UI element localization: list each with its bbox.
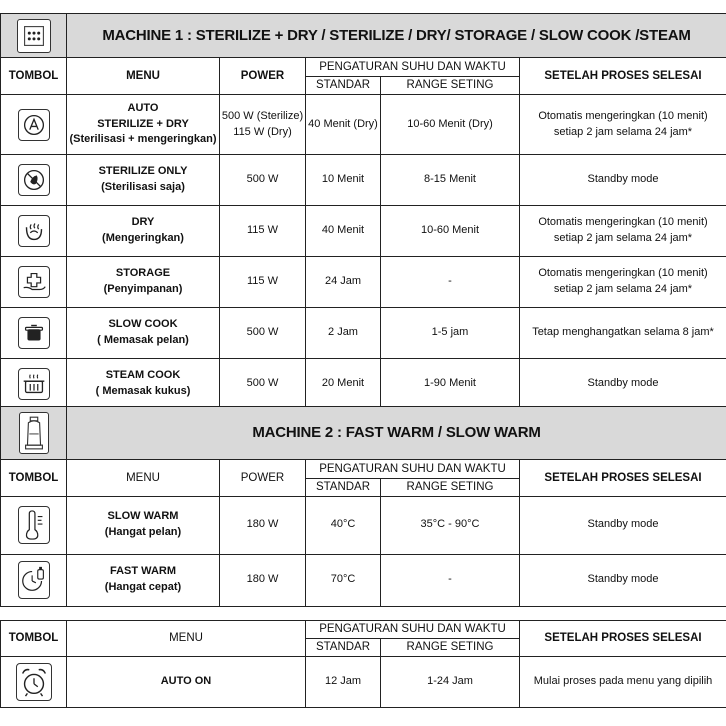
header-menu: MENU xyxy=(67,621,306,657)
machine2-banner xyxy=(1,407,726,460)
header-standar: STANDAR xyxy=(306,639,381,657)
auto-a-icon xyxy=(18,109,50,141)
table-row xyxy=(1,496,726,554)
steam-cook-icon xyxy=(18,368,50,400)
setelah-value: Otomatis mengeringkan (10 menit) xyxy=(538,267,708,280)
dry-icon xyxy=(18,215,50,247)
machine2-icon-cell xyxy=(1,407,67,460)
header-tombol: TOMBOL xyxy=(1,58,67,95)
machine1-banner xyxy=(1,14,726,58)
header-pengaturan: PENGATURAN SUHU DAN WAKTU xyxy=(306,460,520,479)
header-range: RANGE SETING xyxy=(381,77,520,95)
header-standar: STANDAR xyxy=(306,77,381,95)
setelah-value: Standby mode xyxy=(520,155,726,206)
range-value: 1-90 Menit xyxy=(381,359,520,410)
header-standar: STANDAR xyxy=(306,479,381,497)
table-row xyxy=(1,95,726,155)
range-value: 1-24 Jam xyxy=(381,656,520,707)
range-value: 35°C - 90°C xyxy=(381,496,520,554)
menu-sub: (Hangat cepat) xyxy=(104,581,182,594)
header-pengaturan: PENGATURAN SUHU DAN WAKTU xyxy=(306,621,520,639)
header-tombol: TOMBOL xyxy=(1,460,67,497)
menu-line2: STERILIZE + DRY xyxy=(97,117,189,130)
fast-warm-bottle-icon xyxy=(18,561,50,599)
power-value: 500 W xyxy=(220,359,306,410)
power-value: 180 W xyxy=(220,496,306,554)
machine2-title: MACHINE 2 : FAST WARM / SLOW WARM xyxy=(67,407,726,460)
setelah-value: Standby mode xyxy=(520,554,726,606)
power-value-2: 115 W (Dry) xyxy=(233,125,292,138)
machine1-title: MACHINE 1 : STERILIZE + DRY / STERILIZE / DRY/ STORAGE / SLOW COOK /STEAM xyxy=(67,14,726,58)
range-value: - xyxy=(381,257,520,308)
power-value: 500 W xyxy=(220,155,306,206)
table-row xyxy=(1,554,726,606)
table-row xyxy=(1,206,726,257)
menu-title: SLOW COOK xyxy=(108,318,178,331)
slow-cook-pot-icon xyxy=(18,317,50,349)
menu-sub: (Hangat pelan) xyxy=(104,526,182,539)
control-panel-icon xyxy=(17,19,51,53)
menu-title: AUTO xyxy=(127,101,159,114)
setelah-value: Standby mode xyxy=(520,359,726,410)
range-value: 8-15 Menit xyxy=(381,155,520,206)
setelah-value: Standby mode xyxy=(520,496,726,554)
storage-hand-icon xyxy=(18,266,50,298)
standar-value: 12 Jam xyxy=(306,656,381,707)
header-setelah: SETELAH PROSES SELESAI xyxy=(520,58,726,95)
machine1-icon-cell xyxy=(1,14,67,58)
setelah-value: Otomatis mengeringkan (10 menit) xyxy=(538,216,708,229)
menu-sub: (Mengeringkan) xyxy=(102,232,184,244)
menu-title: AUTO ON xyxy=(160,674,212,687)
power-value: 180 W xyxy=(220,554,306,606)
setelah-value-2: setiap 2 jam selama 24 jam* xyxy=(553,283,693,295)
setelah-value: Otomatis mengeringkan (10 menit) xyxy=(538,109,708,122)
header-range: RANGE SETING xyxy=(381,479,520,497)
thermometer-icon xyxy=(18,506,50,544)
range-value: 10-60 Menit (Dry) xyxy=(381,95,520,155)
table-row xyxy=(1,308,726,359)
machine1-header-row xyxy=(1,58,726,77)
header-menu: MENU xyxy=(67,58,220,95)
auto-on-table xyxy=(0,620,726,708)
machine2-header-row xyxy=(1,460,726,479)
bottle-warmer-icon xyxy=(19,412,49,454)
header-setelah: SETELAH PROSES SELESAI xyxy=(520,621,726,657)
standar-value: 40 Menit xyxy=(306,206,381,257)
alarm-clock-icon xyxy=(16,663,52,701)
sterilize-icon xyxy=(18,164,50,196)
standar-value: 40°C xyxy=(306,496,381,554)
header-menu: MENU xyxy=(67,460,220,497)
header-range: RANGE SETING xyxy=(381,639,520,657)
menu-sub: (Sterilisasi saja) xyxy=(101,181,185,193)
header-power: POWER xyxy=(220,58,306,95)
menu-sub: (Penyimpanan) xyxy=(103,283,183,295)
standar-value: 70°C xyxy=(306,554,381,606)
header-pengaturan: PENGATURAN SUHU DAN WAKTU xyxy=(306,58,520,77)
menu-sub: ( Memasak pelan) xyxy=(97,334,189,346)
machine1-table xyxy=(0,13,726,410)
standar-value: 40 Menit (Dry) xyxy=(306,95,381,155)
power-value: 115 W xyxy=(220,257,306,308)
standar-value: 2 Jam xyxy=(306,308,381,359)
menu-title: STERILIZE ONLY xyxy=(98,165,188,178)
standar-value: 24 Jam xyxy=(306,257,381,308)
setelah-value: Tetap menghangatkan selama 8 jam* xyxy=(520,308,726,359)
header-setelah: SETELAH PROSES SELESAI xyxy=(520,460,726,497)
table-row xyxy=(1,656,726,707)
table-row xyxy=(1,155,726,206)
power-value: 115 W xyxy=(220,206,306,257)
table-row xyxy=(1,257,726,308)
menu-title: SLOW WARM xyxy=(107,510,179,523)
setelah-value-2: setiap 2 jam selama 24 jam* xyxy=(553,125,693,138)
power-value: 500 W (Sterilize) xyxy=(221,109,304,122)
range-value: - xyxy=(381,554,520,606)
menu-sub: ( Memasak kukus) xyxy=(95,385,191,397)
menu-title: STORAGE xyxy=(115,267,171,280)
menu-sub: (Sterilisasi + mengeringkan) xyxy=(69,133,217,146)
header-tombol: TOMBOL xyxy=(1,621,67,657)
table-row xyxy=(1,359,726,410)
range-value: 1-5 jam xyxy=(381,308,520,359)
setelah-value: Mulai proses pada menu yang dipilih xyxy=(520,656,726,707)
machine2-table xyxy=(0,406,726,607)
standar-value: 20 Menit xyxy=(306,359,381,410)
menu-title: DRY xyxy=(131,216,155,229)
menu-title: STEAM COOK xyxy=(105,369,181,382)
menu-title: FAST WARM xyxy=(110,565,176,578)
range-value: 10-60 Menit xyxy=(381,206,520,257)
setelah-value-2: setiap 2 jam selama 24 jam* xyxy=(553,232,693,244)
power-value: 500 W xyxy=(220,308,306,359)
standar-value: 10 Menit xyxy=(306,155,381,206)
header-power: POWER xyxy=(220,460,306,497)
auto-on-header-row xyxy=(1,621,726,639)
